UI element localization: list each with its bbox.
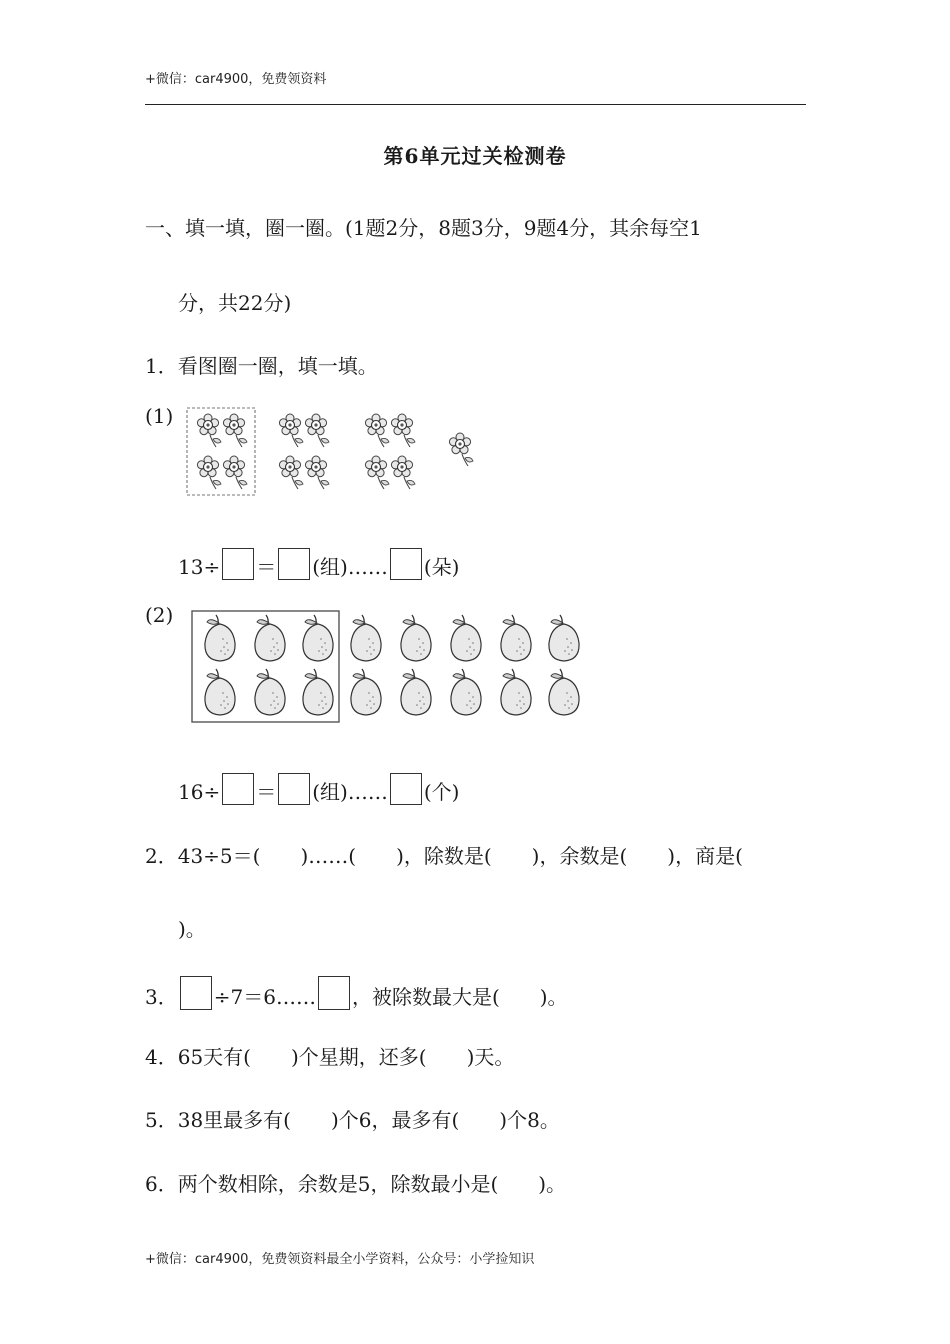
q1-part1-eq-equals: ＝	[256, 555, 277, 579]
answer-box[interactable]	[278, 773, 310, 805]
answer-box[interactable]	[318, 976, 350, 1010]
q1-part2-eq-equals: ＝	[256, 780, 277, 804]
footer-note: +微信：car4900，免费领资料最全小学资料，公众号：小学捡知识	[145, 1252, 535, 1267]
q1-part2-equation	[178, 773, 459, 805]
q2-line2: )。	[178, 917, 206, 941]
q1-part2-eq-unit2: (个)	[423, 780, 460, 804]
q1-part1-label: (1)	[145, 404, 174, 428]
answer-box[interactable]	[222, 773, 254, 805]
answer-box[interactable]	[180, 976, 212, 1010]
q3-line	[145, 976, 568, 1010]
section1-heading-line2: 分，共22分)	[178, 291, 292, 315]
q2-line1: 2．43÷5＝( )……( )，除数是( )，余数是( )，商是(	[145, 844, 743, 868]
section1-heading-line1: 一、填一填，圈一圈。(1题2分，8题3分，9题4分，其余每空1	[145, 216, 702, 240]
header-note: +微信：car4900，免费领资料	[145, 72, 327, 87]
q5-line: 5．38里最多有( )个6，最多有( )个8。	[145, 1108, 560, 1132]
q1-part1-eq-unit1: (组)……	[312, 555, 388, 579]
q1-part2-label: (2)	[145, 603, 174, 627]
q1-part1-eq-unit2: (朵)	[423, 555, 460, 579]
q1-part2-eq-start: 16÷	[178, 780, 221, 804]
q3-number: 3．	[145, 985, 178, 1009]
q3-middle: ÷7＝6……	[213, 985, 316, 1009]
q6-line: 6．两个数相除，余数是5，除数最小是( )。	[145, 1172, 567, 1196]
q1-part2-eq-unit1: (组)……	[312, 780, 388, 804]
q3-end: ，被除数最大是( )。	[351, 985, 568, 1009]
q1-prompt: 1．看图圈一圈，填一填。	[145, 354, 378, 378]
page-title: 第6单元过关检测卷	[383, 144, 567, 168]
q1-part1-eq-start: 13÷	[178, 555, 221, 579]
answer-box[interactable]	[390, 773, 422, 805]
q4-line: 4．65天有( )个星期，还多( )天。	[145, 1045, 515, 1069]
